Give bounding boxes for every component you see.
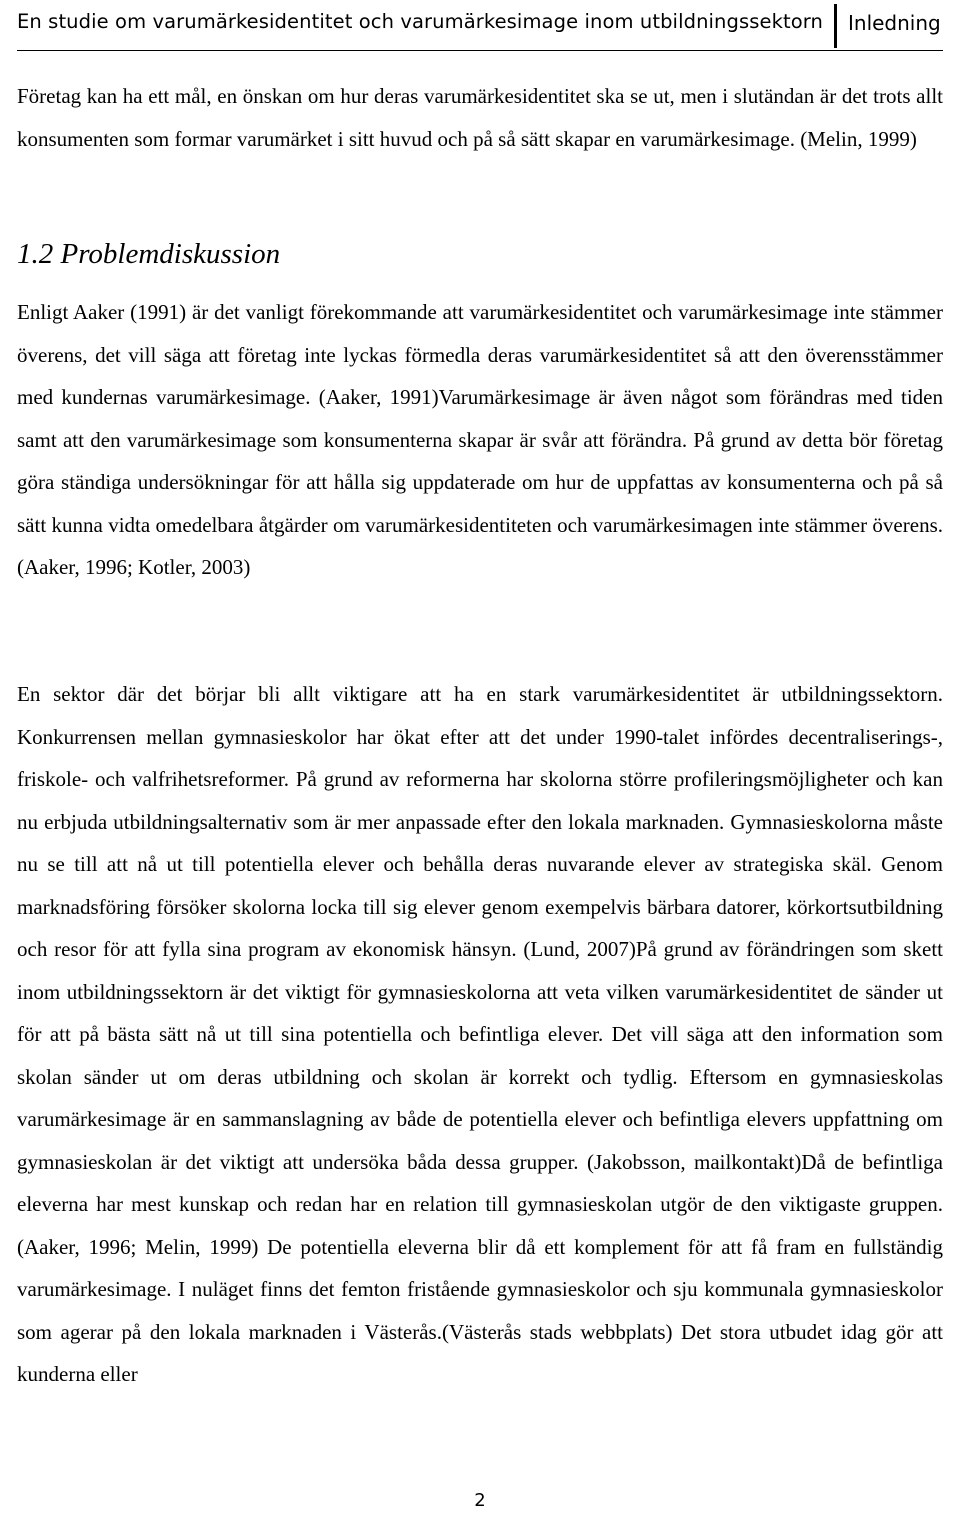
page-header (0, 0, 960, 52)
page-number: 2 (474, 1490, 486, 1511)
header-rule (17, 50, 943, 51)
header-divider (834, 4, 837, 48)
paragraph-intro: Företag kan ha ett mål, en önskan om hur deras varumärkesidentitet ska se ut, men i slutändan är det trots allt konsumenten som formar varumärket i sitt huvud och på så sätt skapar en varumärkesimage. (Melin, 1999) (17, 84, 943, 151)
section-heading: 1.2 Problemdiskussion (17, 238, 281, 270)
document-title: En studie om varumärkesidentitet och varumärkesimage inom utbildningssektorn (17, 10, 823, 33)
paragraph-education-sector: En sektor där det börjar bli allt viktigare att ha en stark varumärkesidentitet är utbildningssektorn. Konkurrensen mellan gymnasieskolor har ökat efter att det under 1990-talet infördes decentraliserings-, friskole- och valfrihetsreformer. På grund av reformerna har skolorna större profileringsmöjligheter och kan nu erbjuda utbildningsalternativ som är mer anpassade efter den lokala marknaden. Gymnasieskolorna måste nu se till att nå ut till potentiella elever och behålla deras nuvarande elever av strategiska skäl. Genom marknadsföring försöker skolorna locka till sig elever genom exempelvis bärbara datorer, körkortsutbildning och resor för att fylla sina program av ekonomisk hänsyn. (Lund, 2007)På grund av förändringen som skett inom utbildningssektorn är det viktigt för gymnasieskolorna att veta vilken varumärkesidentitet de sänder ut för att på bästa sätt nå ut till sina potentiella och befintliga elever. Det vill säga att den information som skolan sänder ut om deras utbildning och skolan är korrekt och tydlig. Eftersom en gymnasieskolas varumärkesimage är en sammanslagning av både de potentiella elever och befintliga elevers uppfattning om gymnasieskolan är det viktigt att undersöka båda dessa grupper. (Jakobsson, mailkontakt)Då de befintliga eleverna har mest kunskap och redan har en relation till gymnasieskolan utgör de den viktigaste gruppen. (Aaker, 1996; Melin, 1999) De potentiella eleverna blir då ett komplement för att få fram en fullständig varumärkesimage. I nuläget finns det femton fristående gymnasieskolor och sju kommunala gymnasieskolor som agerar på den lokala marknaden i Västerås.(Västerås stads webbplats) Det stora utbudet idag gör att kunderna eller (17, 682, 943, 1386)
paragraph-aaker: Enligt Aaker (1991) är det vanligt förekommande att varumärkesidentitet och varumärkesimage inte stämmer överens, det vill säga att företag inte lyckas förmedla deras varumärkesidentitet så att den överensstämmer med kundernas varumärkesimage. (Aaker, 1991)Varumärkesimage är även något som förändras med tiden samt att den varumärkesimage som konsumenterna skapar är svår att förändra. På grund av detta bör företag göra ständiga undersökningar för att hålla sig uppdaterade om hur de uppfattas av konsumenterna och på så sätt kunna vidta omedelbara åtgärder om varumärkesidentiteten och varumärkesimagen inte stämmer överens. (Aaker, 1996; Kotler, 2003) (17, 300, 943, 579)
chapter-label: Inledning (848, 11, 941, 35)
